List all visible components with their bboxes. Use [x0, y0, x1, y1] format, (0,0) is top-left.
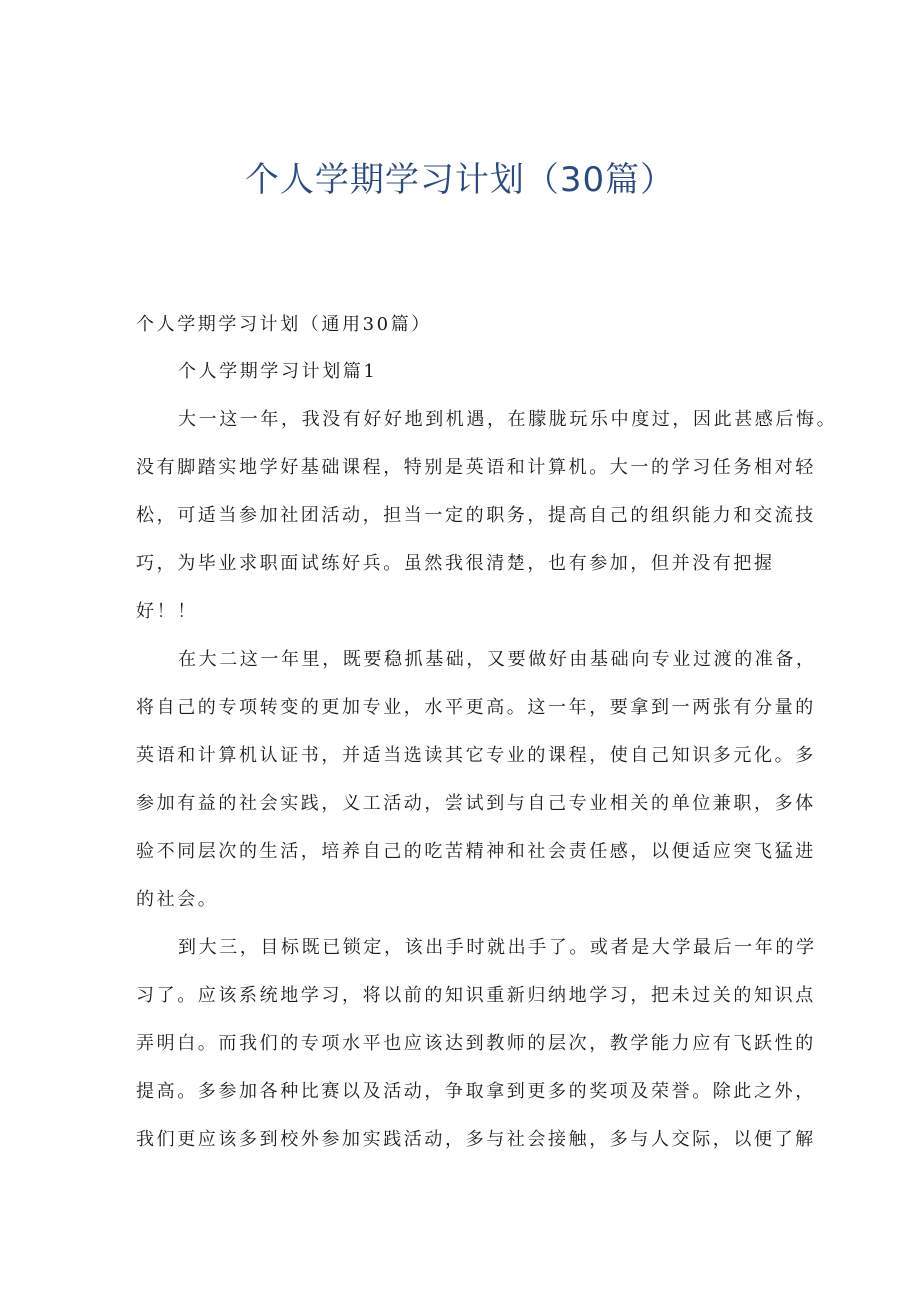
paragraph-line: 在大二这一年里，既要稳抓基础，又要做好由基础向专业过渡的准备，: [178, 649, 817, 670]
paragraph-line: 没有脚踏实地学好基础课程，特别是英语和计算机。大一的学习任务相对轻: [136, 457, 816, 478]
paragraph-line: 松，可适当参加社团活动，担当一定的职务，提高自己的组织能力和交流技: [136, 505, 816, 526]
paragraph-line: 英语和计算机认证书，并适当选读其它专业的课程，使自己知识多元化。多: [136, 745, 816, 766]
paragraph-line: 提高。多参加各种比赛以及活动，争取拿到更多的奖项及荣誉。除此之外，: [136, 1081, 816, 1102]
paragraph-line: 习了。应该系统地学习，将以前的知识重新归纳地学习，把未过关的知识点: [136, 985, 816, 1006]
document-title: 个人学期学习计划（30篇）: [244, 160, 676, 200]
paragraph-line: 将自己的专项转变的更加专业，水平更高。这一年，要拿到一两张有分量的: [136, 697, 816, 718]
paragraph-line: 好！！: [136, 601, 198, 622]
section-heading: 个人学期学习计划篇1: [178, 361, 378, 382]
paragraph-line: 我们更应该多到校外参加实践活动，多与社会接触，多与人交际，以便了解: [136, 1129, 816, 1150]
paragraph-line: 弄明白。而我们的专项水平也应该达到教师的层次，教学能力应有飞跃性的: [136, 1033, 816, 1054]
paragraph-line: 验不同层次的生活，培养自己的吃苦精神和社会责任感，以便适应突飞猛进: [136, 841, 816, 862]
paragraph-line: 大一这一年，我没有好好地到机遇，在朦胧玩乐中度过，因此甚感后悔。: [178, 409, 838, 430]
paragraph-line: 参加有益的社会实践，义工活动，尝试到与自己专业相关的单位兼职，多体: [136, 793, 816, 814]
paragraph-line: 到大三，目标既已锁定，该出手时就出手了。或者是大学最后一年的学: [178, 937, 817, 958]
document-subtitle: 个人学期学习计划（通用30篇）: [136, 314, 432, 335]
paragraph-line: 的社会。: [136, 889, 219, 910]
paragraph-line: 巧，为毕业求职面试练好兵。虽然我很清楚，也有参加，但并没有把握: [136, 553, 775, 574]
